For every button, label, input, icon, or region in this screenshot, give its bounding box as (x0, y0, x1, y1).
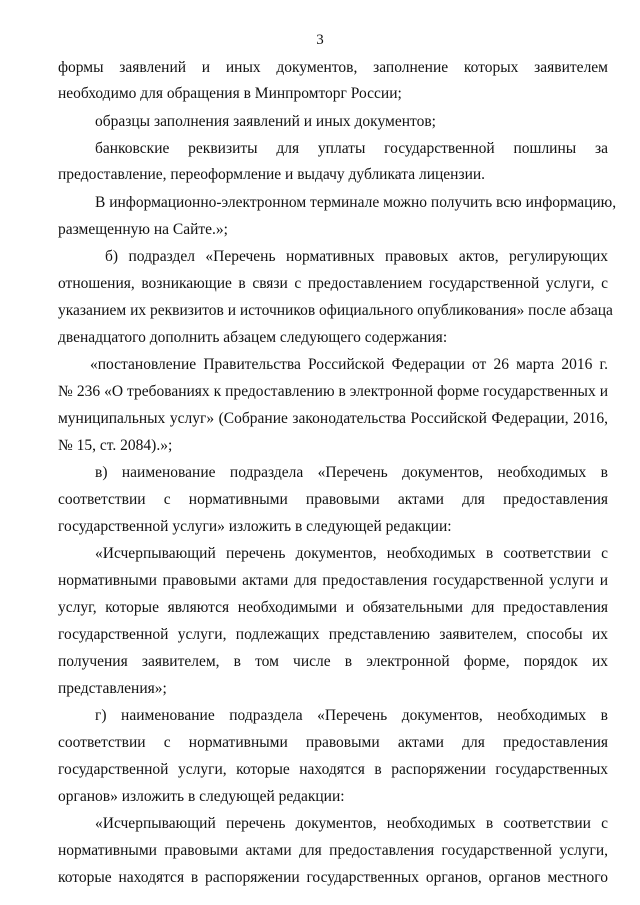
text-line: государственной услуги, которые находятся в распоряжении государственных (58, 761, 608, 778)
text-line: отношения, возникающие в связи с предоставлением государственной услуги, с (58, 275, 608, 292)
text-line: в) наименование подраздела «Перечень документов, необходимых в (95, 464, 608, 481)
text-line: «Исчерпывающий перечень документов, необходимых в соответствии с (95, 815, 608, 832)
text-line: банковские реквизиты для уплаты государственной пошлины за (95, 140, 608, 157)
text-line: двенадцатого дополнить абзацем следующего содержания: (58, 329, 448, 346)
text-line: «постановление Правительства Российской Федерации от 26 марта 2016 г. (90, 356, 608, 373)
text-line: представления»; (58, 680, 167, 697)
text-line: размещенную на Сайте.»; (58, 221, 228, 238)
text-line: указанием их реквизитов и источников официального опубликования» после абзаца (58, 302, 613, 319)
text-line: которые находятся в распоряжении государственных органов, органов местного (58, 869, 608, 886)
text-line: № 15, ст. 2084).»; (58, 437, 173, 454)
text-line: муниципальных услуг» (Собрание законодательства Российской Федерации, 2016, (58, 410, 608, 427)
text-line: получения заявителем, в том числе в электронной форме, порядок их (58, 653, 608, 670)
text-line: № 236 «О требованиях к предоставлению в электронной форме государственных и (58, 383, 608, 400)
text-line: государственной услуги» изложить в следующей редакции: (58, 518, 452, 535)
text-line: государственной услуги, подлежащих представлению заявителем, способы их (58, 626, 608, 643)
text-line: нормативными правовыми актами для предоставления государственной услуги, (58, 842, 608, 859)
text-line: соответствии с нормативными правовыми актами для предоставления (58, 734, 608, 751)
text-line: «Исчерпывающий перечень документов, необходимых в соответствии с (95, 545, 608, 562)
text-line: б) подраздел «Перечень нормативных правовых актов, регулирующих (105, 248, 608, 265)
text-line: В информационно-электронном терминале можно получить всю информацию, (95, 194, 617, 211)
text-line: образцы заполнения заявлений и иных документов; (95, 113, 436, 130)
text-line: органов» изложить в следующей редакции: (58, 788, 345, 805)
text-line: предоставление, переоформление и выдачу дубликата лицензии. (58, 166, 486, 183)
text-line: необходимо для обращения в Минпромторг России; (58, 85, 402, 102)
text-line: г) наименование подраздела «Перечень документов, необходимых в (95, 707, 608, 724)
text-line: формы заявлений и иных документов, заполнение которых заявителем (58, 59, 608, 76)
text-line: соответствии с нормативными правовыми актами для предоставления (58, 491, 608, 508)
page-number: 3 (316, 32, 324, 48)
text-line: услуг, которые являются необходимыми и обязательными для предоставления (58, 599, 608, 616)
text-line: нормативными правовыми актами для предоставления государственной услуги и (58, 572, 608, 589)
